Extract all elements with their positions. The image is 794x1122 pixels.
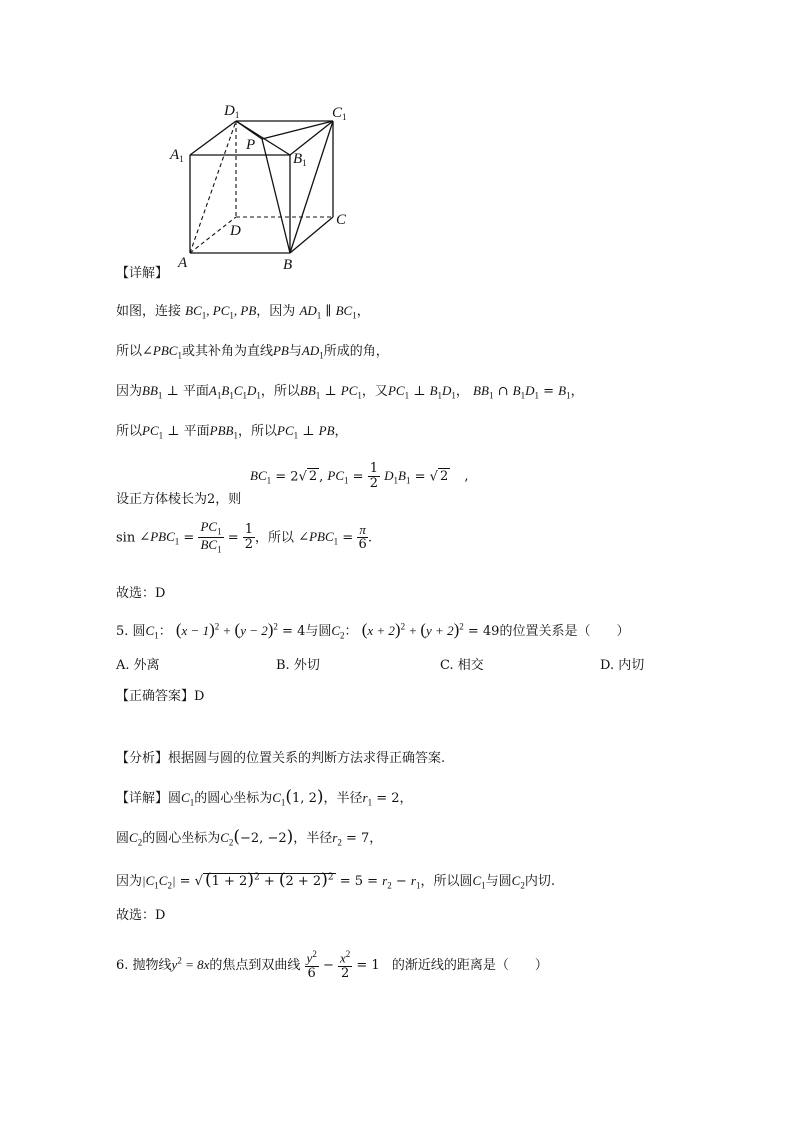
label-a: A — [178, 255, 188, 271]
label-a1: $A_1$ — [170, 147, 184, 164]
option-a: A. 外离 — [116, 658, 160, 673]
formula-bc1-pc1: $BC_1 = 2√$ 2 , $PC_1$ = $\frac{1}{2}$ $D_1B_1$ = √ 2 , — [250, 461, 469, 492]
question-5: 5. 圆$C_1$： $(x - 1)^2 + (y - 2)^2 = 4$与圆$C_2$： $(x + 2)^2 + (y + 2)^2 = 49$的位置关系是（ ） — [116, 620, 630, 641]
q5-detail-line-3: 因为$|C_1C_2|$ = √ $(1 + 2)^2 + (2 + 2)^2 = 5 = r_2 - r_1$，所以圆$C_1$与圆$C_2$内切. — [116, 870, 555, 891]
correct-answer: 【正确答案】D — [116, 689, 205, 704]
detail-conclusion: 故选：D — [116, 586, 166, 601]
label-d1: $D_1$ — [224, 103, 240, 120]
detail-line-3: 因为$BB_1$ ⊥ 平面$A_1B_1C_1D_1$，所以$BB_1$ ⊥ $PC_1$，又$PC_1$ ⊥ $B_1D_1$， $BB_1$ ∩ $B_1D_1 = B_1$， — [116, 383, 584, 401]
detail-line-6: $\sin \angle PBC_1$ = $\frac{PC_1}{BC_1}$ = $\frac{1}{2}$ ，所以 $\angle PBC_1$ = $\frac{\pi}{6}$ . — [116, 519, 372, 556]
label-p: P — [246, 137, 256, 153]
analysis: 【分析】根据圆与圆的位置关系的判断方法求得正确答案. — [116, 751, 446, 766]
label-b: B — [283, 257, 293, 273]
label-c1: $C_1$ — [332, 105, 347, 122]
cube-figure — [160, 95, 360, 275]
line-p-b — [262, 139, 290, 253]
q5-detail-line-2: 圆$C_2$的圆心坐标为$C_2(-2$, −2)，半径$r_2 = 7$， — [116, 827, 383, 848]
detail-line-4: 所以$PC_1$ ⊥ 平面$PBB_1$，所以$PC_1$ ⊥ PB， — [116, 423, 348, 441]
q5-detail-line-1: 【详解】圆$C_1$的圆心坐标为$C_1(1$, 2)，半径$r_1 = 2$， — [116, 787, 413, 808]
detail-line-1: 如图，连接 $BC_1$, $PC_1$, PB，因为 $AD_1$ ∥ $BC_1$， — [116, 303, 370, 321]
option-c: C. 相交 — [440, 658, 484, 673]
detail-heading: 【详解】 — [116, 266, 169, 281]
label-c: C — [336, 212, 347, 228]
option-d: D. 内切 — [600, 658, 645, 673]
option-b: B. 外切 — [276, 658, 320, 673]
line-b-c1 — [290, 121, 333, 253]
q5-conclusion: 故选：D — [116, 908, 166, 923]
detail-line-5: 设正方体棱长为2，则 — [116, 492, 242, 507]
line-d1-b1 — [236, 121, 290, 155]
detail-line-2: 所以$\angle PBC_1$或其补角为直线PB与$AD_1$所成的角， — [116, 343, 389, 361]
label-d: D — [230, 223, 241, 239]
edge-a1-d1 — [190, 121, 236, 155]
label-b1: $B_1$ — [293, 151, 307, 168]
question-6: 6. 抛物线$y^2 = 8x$的焦点到双曲线 $\frac{y^2}{6}$ − $\frac{x^2}{2}$ = 1 的渐近线的距离是（ ） — [116, 949, 548, 981]
